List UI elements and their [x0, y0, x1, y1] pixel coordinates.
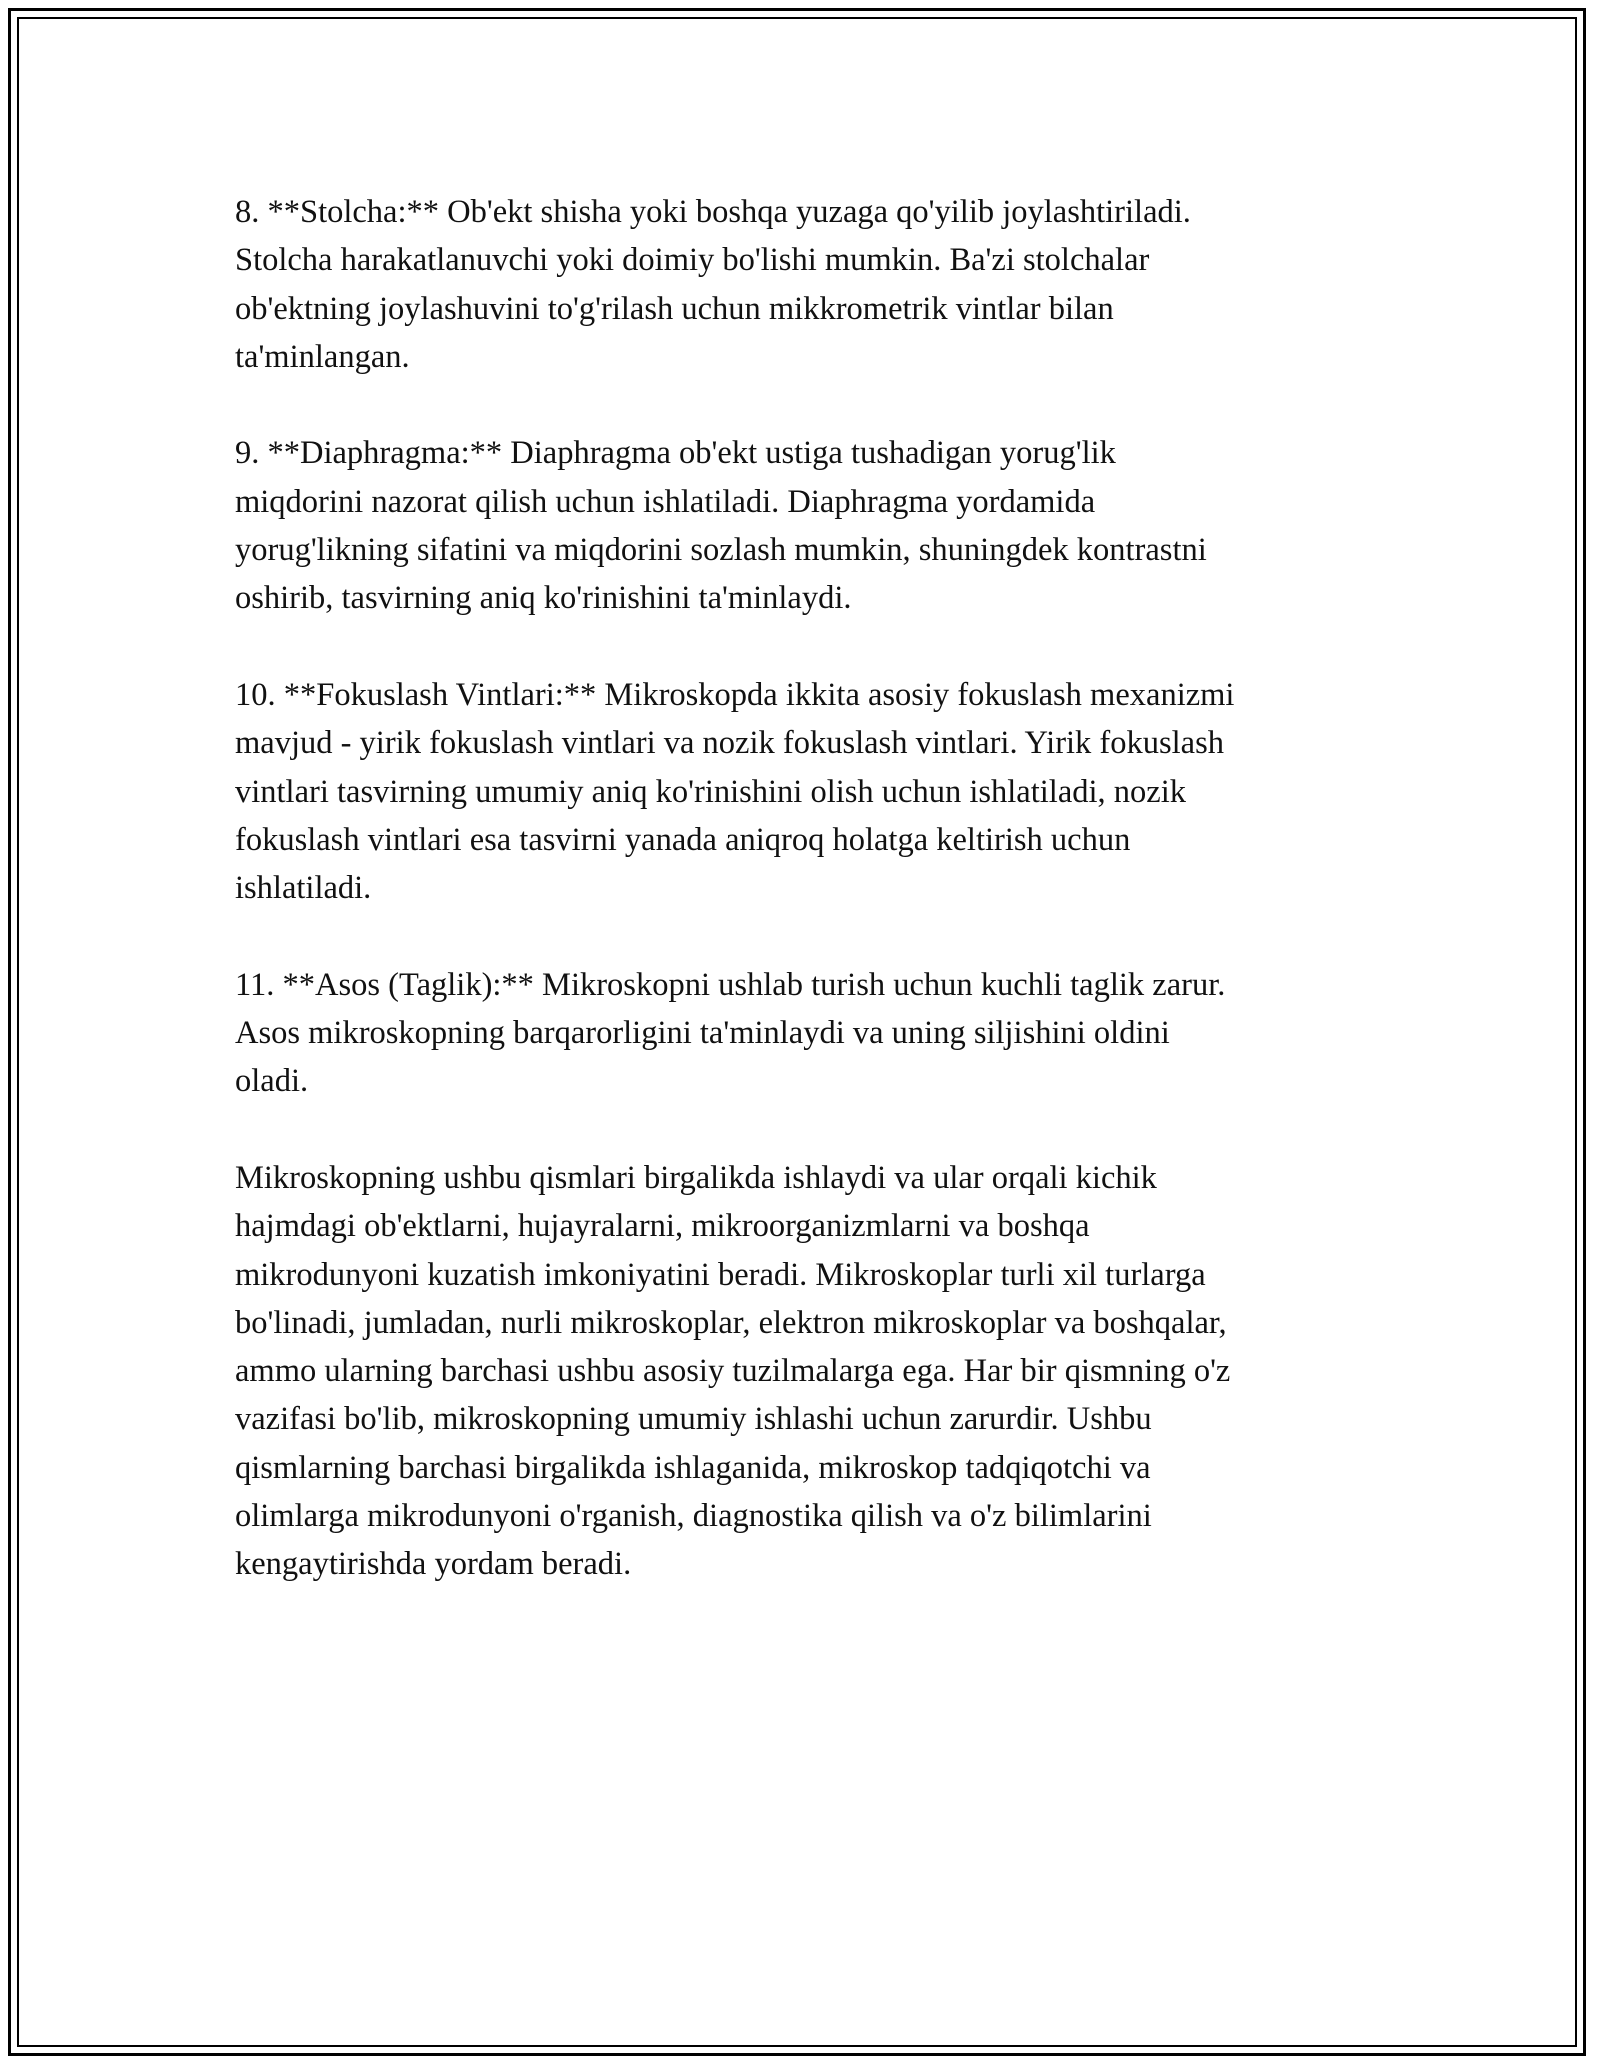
paragraph: [235, 1154, 1375, 1589]
document-body: [235, 188, 1375, 1637]
paragraph-line: mikrodunyoni kuzatish imkoniyatini beradi. Mikroskoplar turli xil turlarga: [235, 1256, 1206, 1293]
paragraph-line: ob'ektning joylashuvini to'g'rilash uchun mikkrometrik vintlar bilan: [235, 290, 1114, 327]
paragraph-line: hajmdagi ob'ektlarni, hujayralarni, mikroorganizmlarni va boshqa: [235, 1208, 1090, 1245]
paragraph: [235, 671, 1375, 912]
paragraph-line: bo'linadi, jumladan, nurli mikroskoplar, elektron mikroskoplar va boshqalar,: [235, 1304, 1227, 1341]
paragraph-line: ammo ularning barchasi ushbu asosiy tuzilmalarga ega. Har bir qismning o'z: [235, 1353, 1231, 1390]
paragraph: [235, 961, 1375, 1106]
paragraph-line: olimlarga mikrodunyoni o'rganish, diagnostika qilish va o'z bilimlarini: [235, 1498, 1152, 1535]
paragraph-line: 11. **Asos (Taglik):** Mikroskopni ushlab turish uchun kuchli taglik zarur.: [235, 966, 1226, 1003]
paragraph-line: Stolcha harakatlanuvchi yoki doimiy bo'lishi mumkin. Ba'zi stolchalar: [235, 242, 1150, 279]
paragraph-line: 9. **Diaphragma:** Diaphragma ob'ekt ustiga tushadigan yorug'lik: [235, 435, 1116, 472]
paragraph-line: Mikroskopning ushbu qismlari birgalikda ishlaydi va ular orqali kichik: [235, 1159, 1157, 1196]
paragraph-line: ta'minlangan.: [235, 338, 410, 375]
paragraph-line: ishlatiladi.: [235, 870, 372, 907]
paragraph-line: qismlarning barchasi birgalikda ishlaganida, mikroskop tadqiqotchi va: [235, 1449, 1151, 1486]
paragraph-line: 10. **Fokuslash Vintlari:** Mikroskopda ikkita asosiy fokuslash mexanizmi: [235, 676, 1235, 713]
paragraph: [235, 188, 1375, 381]
paragraph-line: vazifasi bo'lib, mikroskopning umumiy ishlashi uchun zarurdir. Ushbu: [235, 1401, 1152, 1438]
paragraph-line: fokuslash vintlari esa tasvirni yanada aniqroq holatga keltirish uchun: [235, 821, 1131, 858]
paragraph-line: kengaytirishda yordam beradi.: [235, 1546, 632, 1583]
paragraph-line: Asos mikroskopning barqarorligini ta'minlaydi va uning siljishini oldini: [235, 1015, 1170, 1052]
paragraph-line: oshirib, tasvirning aniq ko'rinishini ta'minlaydi.: [235, 580, 852, 617]
paragraph-line: mavjud - yirik fokuslash vintlari va nozik fokuslash vintlari. Yirik fokuslash: [235, 725, 1224, 762]
paragraph-line: oladi.: [235, 1063, 309, 1100]
paragraph-line: yorug'likning sifatini va miqdorini sozlash mumkin, shuningdek kontrastni: [235, 532, 1207, 569]
paragraph-line: miqdorini nazorat qilish uchun ishlatiladi. Diaphragma yordamida: [235, 483, 1096, 520]
paragraph-line: 8. **Stolcha:** Ob'ekt shisha yoki boshqa yuzaga qo'yilib joylashtiriladi.: [235, 194, 1191, 230]
paragraph-line: vintlari tasvirning umumiy aniq ko'rinishini olish uchun ishlatiladi, nozik: [235, 773, 1186, 810]
paragraph: [235, 429, 1375, 622]
